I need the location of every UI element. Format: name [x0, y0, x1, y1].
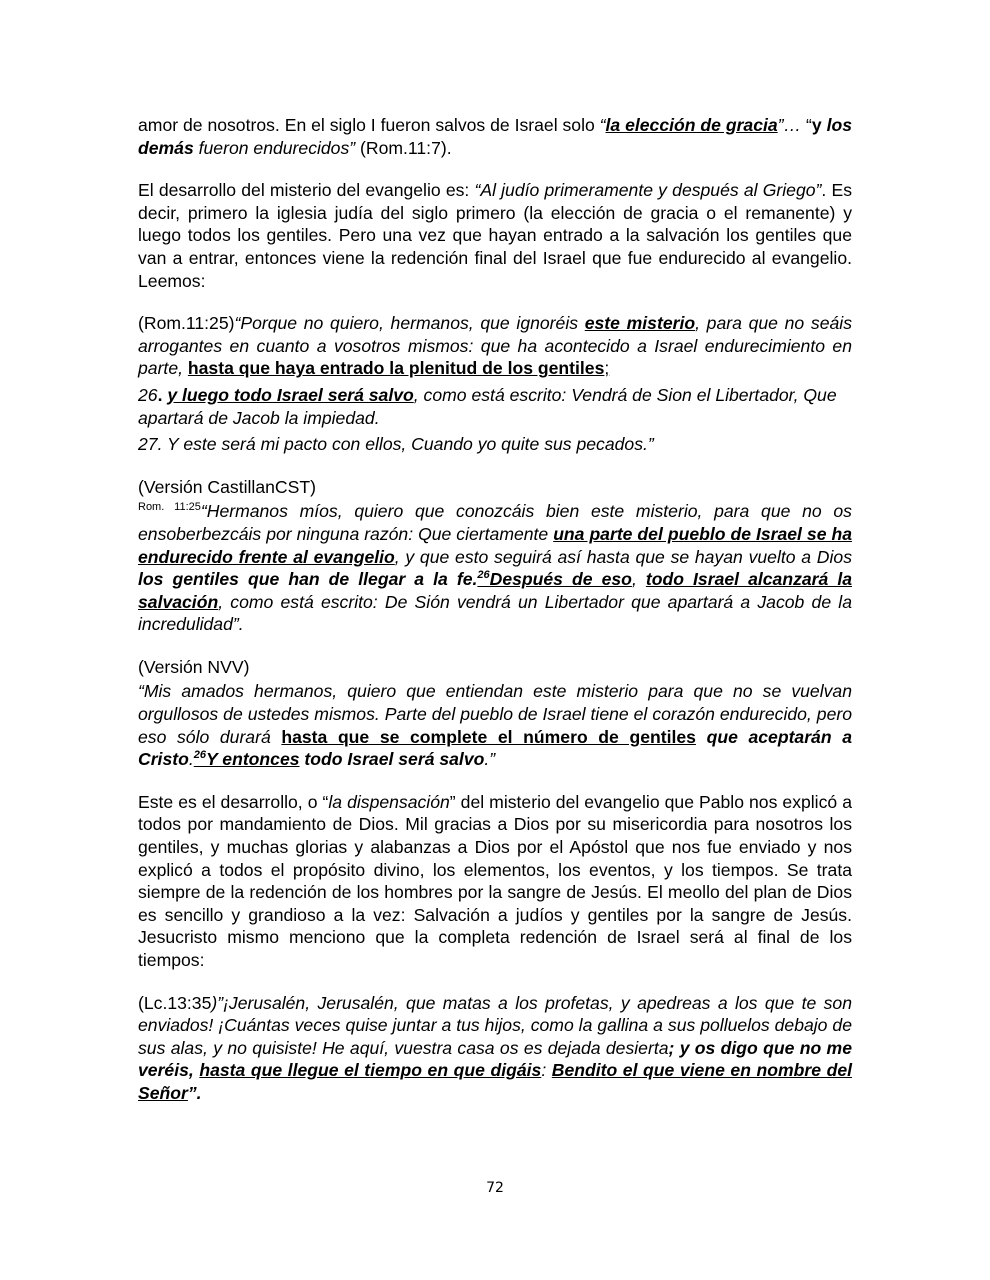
quote-verse-26: 26. y luego todo Israel será salvo, como está escrito: Vendrá de Sion el Libertador, Que apartará de Jacob la impiedad.: [138, 384, 837, 428]
version-label-cst: (Versión CastillanCST): [138, 476, 316, 497]
paragraph-2: El desarrollo del misterio del evangelio es: “Al judío primeramente y después al Griego”. Es decir, primero la iglesia judía del siglo primero (la elección de gracia o el remanente) y luego todos los gentiles. Pero una vez que hayan entrado a la salvación los gentiles que van a entrar, entonces viene la redención final del Israel que fue endurecido al evangelio. Leemos:: [138, 180, 852, 291]
paragraph-dispensacion: Este es el desarrollo, o “la dispensación” del misterio del evangelio que Pablo nos explicó a todos por mandamiento de Dios. Mil gracias a Dios por su misericordia para nosotros los gentiles, y muchas glorias y alabanzas a Dios por el Apóstol que nos fue enviado y nos explicó a todos el propósito divino, los elementos, los eventos, y los tiempos. Se trata siempre de la redención de los hombres por la sangre de Jesús. El meollo del plan de Dios es sencillo y grandioso a la vez: Salvación a judíos y gentiles por la sangre de Jesús. Jesucristo mismo menciono que la completa redención de Israel será al final de los tiempos:: [138, 791, 852, 970]
quote-lucas-13-35: (Lc.13:35)”¡Jerusalén, Jerusalén, que matas a los profetas, y apedreas a los que te son enviados! ¡Cuántas veces quise juntar a tus hijos, como la gallina a sus polluelos debajo de sus alas, y no quisiste! He aquí, vuestra casa os es dejada desierta; y os digo que no me veréis, hasta que llegue el tiempo en que digáis: Bendito el que viene en nombre del Señor”.: [138, 992, 853, 1103]
emphasis-este-misterio: este misterio: [584, 313, 696, 334]
verse-number-26-nvv: 26: [193, 749, 206, 762]
emphasis-eleccion-de-gracia: la elección de gracia: [605, 115, 778, 135]
verse-reference: Rom. 11:25: [138, 501, 201, 514]
quote-version-nvv: “Mis amados hermanos, quiero que entiendan este misterio para que no se vuelvan orgullosos de ustedes mismos. Parte del pueblo de Israel tiene el corazón endurecido, pero eso sólo durará hasta que se complete el número de gentiles que aceptarán a Cristo.$^{26}$Y entonces todo Israel será salvo.”: [138, 681, 852, 770]
paragraph-1: amor de nosotros. En el siglo I fueron salvos de Israel solo “la elección de gracia”… “y los demás fueron endurecidos” (Rom.11:7).: [138, 115, 852, 158]
quote-rom-11-25: (Rom.11:25)“Porque no quiero, hermanos, que ignoréis este misterio, para que no seáis arrogantes en cuanto a vosotros mismos: que ha acontecido a Israel endurecimiento en parte, hasta que haya entrado la plenitud de los gentiles;: [138, 313, 852, 379]
quote-version-cst: $^{Rom. 11:25}$“Hermanos míos, quiero que conozcáis bien este misterio, para que no os ensoberbezcáis por ninguna razón: Que ciertamente una parte del pueblo de Israel se ha endurecido frente al evangelio, y que esto seguirá así hasta que se hayan vuelto a Dios los gentiles que han de llegar a la fe.$^{26}$Después de eso, todo Israel alcanzará la salvación, como está escrito: De Sión vendrá un Libertador que apartará a Jacob de la incredulidad”.: [138, 501, 853, 635]
document-body: [138, 114, 852, 1105]
verse-number-26: 26: [477, 569, 490, 582]
emphasis-parte-pueblo-israel: una parte del pueblo de Israel se ha endurecido frente al evangelio: [138, 523, 852, 567]
emphasis-bendito: Bendito el que viene en nombre del Señor: [138, 1060, 853, 1103]
emphasis-llegue-el-tiempo: hasta que llegue el tiempo en que digáis: [199, 1060, 542, 1081]
version-label-nvv: (Versión NVV): [138, 656, 250, 677]
page-number: 72: [486, 1180, 504, 1196]
quote-verse-27: 27. Y este será mi pacto con ellos, Cuando yo quite sus pecados.”: [138, 434, 654, 455]
emphasis-numero-gentiles: hasta que se complete el número de gentiles: [281, 726, 696, 747]
emphasis-plenitud-gentiles: hasta que haya entrado la plenitud de los gentiles: [187, 358, 605, 379]
emphasis-alcanzara-salvacion: todo Israel alcanzará la salvación: [138, 569, 853, 612]
emphasis-israel-sera-salvo: y luego todo Israel será salvo: [167, 384, 414, 405]
